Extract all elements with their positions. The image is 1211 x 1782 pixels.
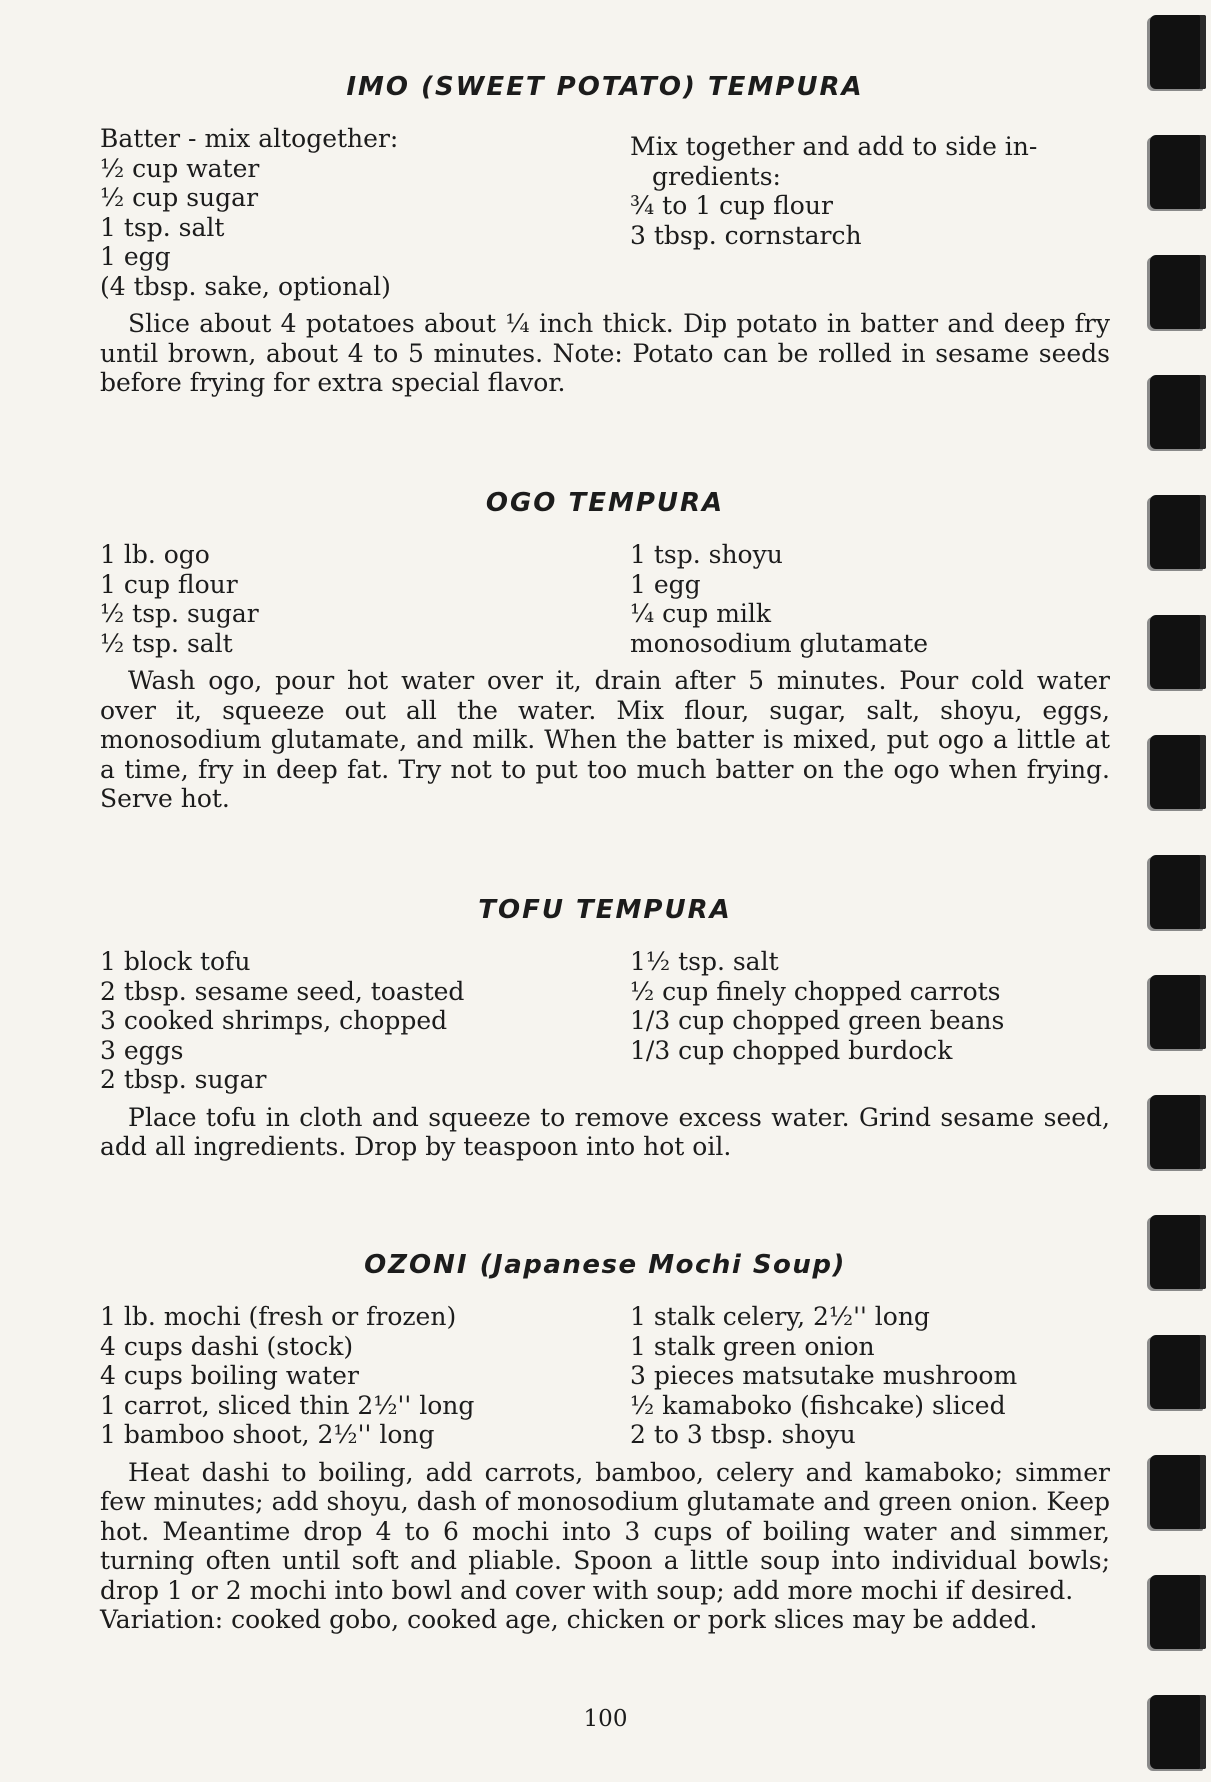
ingredients-right xyxy=(630,124,1110,301)
ingredient-line: gredients: xyxy=(652,161,781,191)
ingredient-line: ¾ to 1 cup flour xyxy=(630,191,833,220)
recipe-directions: Heat dashi to boiling, add carrots, bamboo, celery and kamaboko; simmer few minutes; add shoyu, dash of monosodium glutamate and green onion. Keep hot. Meantime drop 4 to 6 mochi into 3 cups of boiling water and simmer, turning often until soft and pliable. Spoon a little soup into individual bowls; drop 1 or 2 mochi into bowl and cover with soup; add more mochi if desired. xyxy=(100,1457,1110,1605)
ingredient-line: 1 stalk green onion xyxy=(630,1331,875,1361)
recipe-title: TOFU TEMPURA xyxy=(478,895,732,925)
ingredient-line: 1/3 cup chopped green beans xyxy=(630,1006,1005,1035)
binding-ring xyxy=(1150,1095,1206,1169)
ingredients-left xyxy=(100,540,620,658)
ingredient-line: 2 tbsp. sugar xyxy=(100,1065,267,1094)
binding-ring xyxy=(1150,1335,1206,1409)
recipe-tofu-tempura xyxy=(100,895,1110,1162)
ingredient-line: 2 tbsp. sesame seed, toasted xyxy=(100,976,465,1006)
recipe-title-main: OZONI xyxy=(364,1250,469,1280)
ingredient-line: Mix together and add to side in- xyxy=(630,132,1038,161)
ingredient-line: 3 eggs xyxy=(100,1035,184,1065)
recipe-ogo-tempura xyxy=(100,488,1110,814)
ingredient-line: 4 cups boiling water xyxy=(100,1361,359,1390)
recipe-title: IMO (SWEET POTATO) TEMPURA xyxy=(346,72,864,102)
ingredient-line: 2 to 3 tbsp. shoyu xyxy=(630,1420,856,1449)
ingredient-line: 1 cup flour xyxy=(100,569,238,599)
recipe-subtitle: (Japanese Mochi Soup) xyxy=(479,1250,846,1280)
binding-ring xyxy=(1150,1575,1206,1649)
binding-ring xyxy=(1150,855,1206,929)
ingredient-line: 4 cups dashi (stock) xyxy=(100,1331,354,1361)
binding-ring xyxy=(1150,255,1206,329)
ingredient-line: 1 bamboo shoot, 2½'' long xyxy=(100,1420,435,1449)
ingredient-line: 3 tbsp. cornstarch xyxy=(630,220,862,250)
ingredient-line: 1 tsp. salt xyxy=(100,212,225,242)
binding-ring xyxy=(1150,15,1206,89)
ingredients-right xyxy=(630,947,1110,1095)
ingredient-line: ½ tsp. sugar xyxy=(100,599,259,628)
recipe-directions: Place tofu in cloth and squeeze to remove excess water. Grind sesame seed, add all ingredients. Drop by teaspoon into hot oil. xyxy=(100,1102,1110,1161)
ingredient-line: 1 lb. ogo xyxy=(100,540,210,569)
ingredients-left xyxy=(100,1302,620,1450)
ingredient-line: ½ cup water xyxy=(100,153,260,183)
binding-ring xyxy=(1150,495,1206,569)
recipe-directions: Wash ogo, pour hot water over it, drain after 5 minutes. Pour cold water over it, squeeze out all the water. Mix flour, sugar, salt, shoyu, eggs, monosodium glutamate, and milk. When the batter is mixed, put ogo a little at a time, fry in deep fat. Try not to put too much batter on the ogo when frying. Serve hot. xyxy=(100,666,1110,813)
binding-ring xyxy=(1150,735,1206,809)
ingredient-line: 1 carrot, sliced thin 2½'' long xyxy=(100,1390,475,1420)
ingredient-line: ½ cup sugar xyxy=(100,183,259,212)
ingredient-line: 1 egg xyxy=(630,569,701,599)
ingredient-line: 1 stalk celery, 2½'' long xyxy=(630,1302,930,1331)
ingredient-line: 1½ tsp. salt xyxy=(630,947,779,976)
ingredient-line: ½ cup finely chopped carrots xyxy=(630,976,1001,1006)
ingredient-line: ½ tsp. salt xyxy=(100,628,233,658)
ingredients-right xyxy=(630,1302,1110,1450)
binding-ring xyxy=(1150,1695,1206,1769)
recipe-ozoni xyxy=(100,1250,1110,1635)
binding-ring xyxy=(1150,1215,1206,1289)
ingredient-line: ¼ cup milk xyxy=(630,599,772,628)
ingredient-line: 1 egg xyxy=(100,242,171,271)
binding-ring xyxy=(1150,1455,1206,1529)
ingredient-line: 3 cooked shrimps, chopped xyxy=(100,1006,448,1035)
ingredient-line: Batter - mix altogether: xyxy=(100,124,399,153)
binding-ring xyxy=(1150,975,1206,1049)
ingredient-line: 1 tsp. shoyu xyxy=(630,540,783,569)
ingredients-left xyxy=(100,947,620,1095)
ingredient-line: 3 pieces matsutake mushroom xyxy=(630,1361,1018,1390)
recipe-variation: Variation: cooked gobo, cooked age, chicken or pork slices may be added. xyxy=(100,1605,1038,1634)
ingredient-line: (4 tbsp. sake, optional) xyxy=(100,271,391,301)
ingredient-line: 1 lb. mochi (fresh or frozen) xyxy=(100,1302,457,1331)
ingredient-line: ½ kamaboko (fishcake) sliced xyxy=(630,1390,1006,1420)
recipe-title: OGO TEMPURA xyxy=(485,488,725,518)
ingredient-line: monosodium glutamate xyxy=(630,628,929,658)
binding-ring xyxy=(1150,135,1206,209)
ingredient-line: 1/3 cup chopped burdock xyxy=(630,1035,953,1065)
page-number: 100 xyxy=(583,1706,628,1732)
recipe-title xyxy=(100,1250,1110,1280)
ingredients-right xyxy=(630,540,1110,658)
ingredients-left xyxy=(100,124,620,301)
recipe-directions: Slice about 4 potatoes about ¼ inch thick. Dip potato in batter and deep fry until brown, about 4 to 5 minutes. Note: Potato can be rolled in sesame seeds before frying for extra special flavor. xyxy=(100,309,1110,397)
ingredient-line: 1 block tofu xyxy=(100,947,251,976)
binding-ring xyxy=(1150,375,1206,449)
spiral-binding xyxy=(1140,0,1211,1782)
recipe-imo-tempura xyxy=(100,72,1110,398)
binding-ring xyxy=(1150,615,1206,689)
